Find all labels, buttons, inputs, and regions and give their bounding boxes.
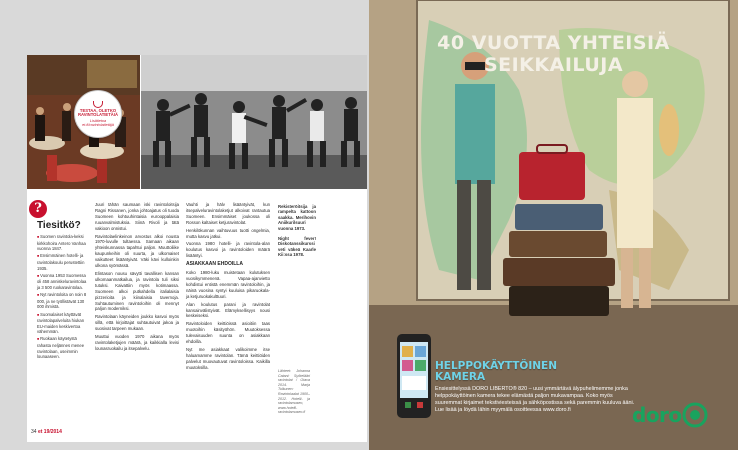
paragraph: Ravintolaelinkeinon arvostus alkoi nousta 1970-luvulle tultaessa. Samaan aikaan yhteiskunnassa tapahtui paljon. Muuttoliike kaupunkeihin oli suurta, ja ulkomaiset vaikutteet lisääntyivät. Väki kävi kulloinkin ulkona syömässä. bbox=[95, 233, 179, 269]
badge-subtitle: Lisätietoa et.fi/ravintolatietäjä bbox=[82, 118, 114, 128]
left-page bbox=[27, 55, 367, 442]
badge-title: TESTAA, OLETKO RAVINTOLATIETÄIÄ bbox=[77, 107, 118, 118]
photo-captions bbox=[278, 204, 316, 263]
paragraph: Alan koulutus parani ja ravintolat kansainvälistyivät. Elämyksellisyys nousi keskeiseksi. bbox=[186, 301, 270, 319]
question-mark-icon: ? bbox=[29, 200, 47, 218]
logo-wordmark: doro bbox=[632, 403, 682, 427]
facts-title: Tiesitkö? bbox=[37, 220, 81, 231]
right-page-advertisement bbox=[369, 0, 738, 450]
page-number: 34 bbox=[31, 429, 37, 435]
article-column-1 bbox=[95, 202, 179, 354]
paragraph: Koko 1980-luku muistetaan kulutuksen vuosikymmenenä. Vapaa-ajanvietto kohdistui entistä enemmän ravintoloihin, ja näinä vuosina syntyi kuuluisa pikaruokala- ja ketjuruokakulttuuri. bbox=[186, 270, 270, 299]
paragraph: Ravintolaan käyneiden joukko kasvoi myös sillä, että kirjoittajat suhtautuivat jakoa ja suosivat tarpeen mukaan. bbox=[95, 314, 179, 332]
fact-item: ■ Nyt ravintoloita on noin 8 000, ja ne työllistävät 130 000 ihmistä. bbox=[37, 292, 89, 310]
fact-item: ■ Suomalaiset käyttävät ravintolapalveluita hiukan EU-maiden keskivertoa vähemmän. bbox=[37, 312, 89, 335]
fact-item: ■ Ensimmäinen hotelli- ja ravintolakoulu perustettiin 1935. bbox=[37, 253, 89, 271]
quiz-badge[interactable] bbox=[74, 90, 122, 138]
article-column-2 bbox=[186, 202, 270, 373]
ad-headline: 40 VUOTTA YHTEISIÄ SEIKKAILUJA bbox=[437, 32, 670, 76]
paragraph: Vuonna 1980 hotelli- ja ravintola-alan koulutus kasvoi ja ravintoloiden määrä lisääntyi. bbox=[186, 241, 270, 259]
bowl-icon bbox=[93, 101, 103, 108]
fact-item: ■ Suomen ravintola-keksi kirkkohoira Antero Vanhaa vuonna 1847. bbox=[37, 234, 89, 252]
product-heading-line: KAMERA bbox=[435, 371, 486, 383]
product-heading-line: HELPPOKÄYTTÖINEN bbox=[435, 360, 557, 372]
fact-item: ■ Ruokaan käytetystä rahasta neljännes menee ravintolaan, useimmin lounaaseen. bbox=[37, 336, 89, 359]
source-credits: Lähteet: Johanna Catani: Syötelääri ravintolat / Otava 2014. Marja Tulkunen: Ravintolaalat 1900–2012. Hotelli- ja ravintolamuseo, www.hotelli-ravintolamuseo.fi bbox=[278, 369, 310, 415]
paragraph: Henkilökunnan vaihtuvuus tuotti ongelmia, mutta kasvu jatkui. bbox=[186, 227, 270, 239]
product-heading bbox=[435, 361, 557, 383]
disco-dance-photo bbox=[141, 55, 367, 189]
photo-caption: Night fever! Diskotanssikurssi veti väkeä Kaarle Kii:ssa 1978. bbox=[278, 236, 316, 258]
doro-swirl-icon bbox=[682, 402, 708, 428]
doro-logo bbox=[632, 402, 708, 428]
fact-item: ■ Vuonna 1953 Suomessa oli 458 anniskeluravintolaa ja 3 500 ruokaravintolaa. bbox=[37, 273, 89, 291]
ad-body-text: Ensiesittelyssä DORO LIBERTO® 820 – uusi ymmärtävä älypuhelimemme jonka helppokäyttöinen kamera tekee elämästä paljon mukavampaa. Koko myös suuremmat kirjaimet tekstiviesteissä ja sähköpostissa sekä paremmin kuuluva ääni. Lue lisää ja löydä lähin myymälä osoitteessa www.doro.fi bbox=[435, 386, 635, 413]
paragraph: Elintason nousu sävytti tavallisen kansan ulkomaanmatkailua, ja ravintola tuli siksi tutuksi. Kaivattiin myös kotimaassa. Suomeen alkoi putkahdella italialaisia pizzerioita ja kiinalaisia tavernoja. Suhtautuminen ravintoloihin oli mennyt paljon moderniksi. bbox=[95, 270, 179, 312]
page-folio bbox=[31, 429, 62, 435]
paragraph: Ravintoloiden keittiöissä asioitiin taas muotoihin käsityöhön. Muutoksessa tulevaisuuden suunta on asiakkaan ehdoilla. bbox=[186, 321, 270, 345]
paragraph: Vauhti ja hälv lisääntyivät, kun itsepalveluravintolaketjut alkoivat rantautua Suomeen. Ensimmäiset joukossa oli Rosson kaltaiset ketjuravintolat. bbox=[186, 202, 270, 225]
facts-list bbox=[37, 234, 89, 361]
photo-caption: Rekisteröitsija ja rampelta kattoon saakka. Merihovin Aniikurilsuuri vuonna 1973. bbox=[278, 204, 316, 231]
issue-label: et 19/2014 bbox=[37, 429, 62, 435]
section-subheading: ASIAKKAAN EHDOILLA bbox=[186, 261, 243, 268]
paragraph: Juuri tähän saumaan iski ravintoloitsija Ragni Rissanen, jonka johtoajatus oli tuoda Suomeen kohtuuhintaisia eurooppalaisia ruuanvalmistuksia. Siinä Rivoli ja tätä vakioon onnistui. bbox=[95, 202, 179, 231]
paragraph: Muuttui vuoden 1970 aikana myös ravintolaketjujen määrä, ja kaikkialla levisi lounasruokailu ja itsepalvelu. bbox=[95, 334, 179, 351]
paragraph: Nyt me asiakkaat valikoimme itse haluamamme ravintolan. Tämä keittiöiden palvelut muovautuvat ravintoloissa. Kaikilla muutoksilla. bbox=[186, 346, 270, 370]
